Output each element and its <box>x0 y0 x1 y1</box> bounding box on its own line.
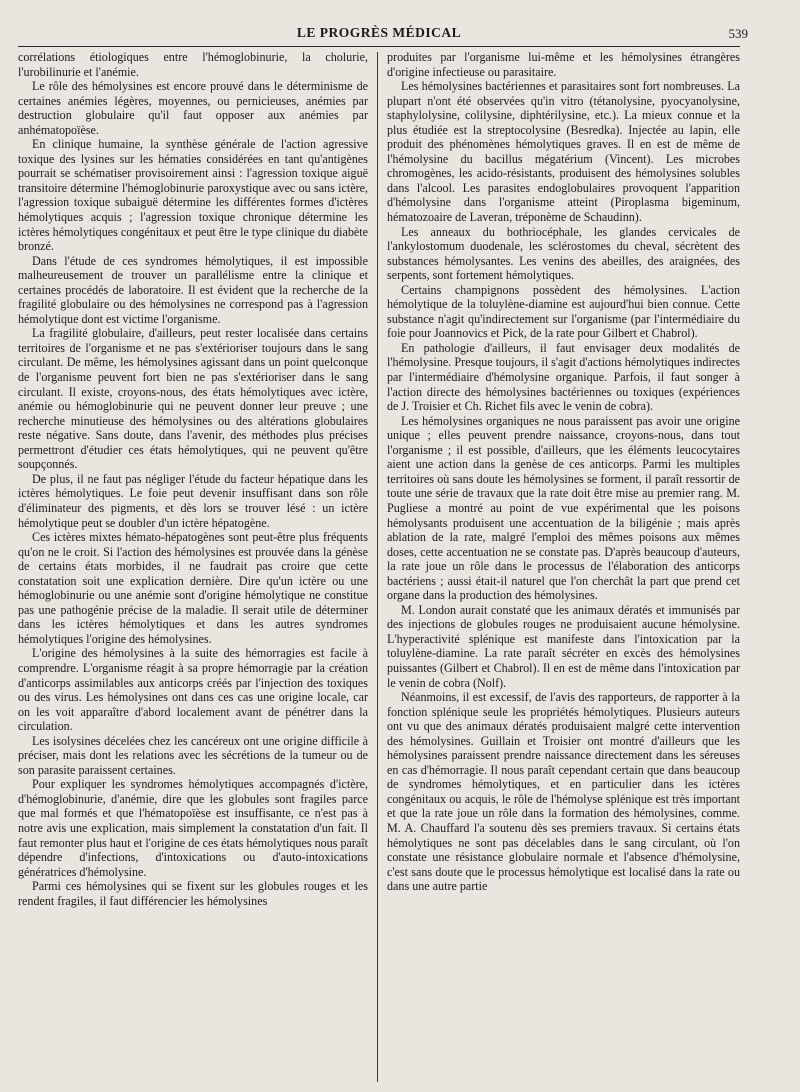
paragraph: corrélations étiologiques entre l'hémoglobinurie, la cholurie, l'urobilinurie et l'anémie. <box>18 50 368 79</box>
paragraph: Les hémolysines bactériennes et parasitaires sont fort nombreuses. La plupart n'ont été observées qu'in vitro (tétanolysine, pyocyanolysine, staphylolysine, colilysine, diphtérilysine, etc.). La mieux connue et la plus étudiée est la streptocolysine (Besredka). Injectée au lapin, elle produit des phénomènes hémolytiques graves. Il en est de même de l'hémolysine du bacillus mégatérium (Vincent). Les microbes chromogènes, les acido-résistants, produisent des hémolysines solubles dans l'alcool. Les parasites endoglobulaires provoquent l'apparition d'hémolysine dans l'organisme atteint (Piroplasma bigeminum, hématozoaire de Laveran, tréponème de Schaudinn). <box>387 79 740 225</box>
left-column <box>18 50 368 908</box>
paragraph: Dans l'étude de ces syndromes hémolytiques, il est impossible malheureusement de trouver un parallélisme entre la clinique et certaines procédés de laboratoire. Il est évident que la recherche de la fragilité globulaire ou des hémolysines ne correspond pas à l'agression hémolytique dont est victime l'organisme. <box>18 253 368 326</box>
paragraph: Les isolysines décelées chez les cancéreux ont une origine difficile à préciser, mais dont les relations avec les sécrétions de la tumeur ou de son parasite paraissent certaines. <box>18 733 368 777</box>
paragraph: En pathologie d'ailleurs, il faut envisager deux modalités de l'hémolysine. Presque toujours, il s'agit d'actions hémolytiques indirectes par l'intermédiaire d'hémolysine organique. Parfois, il faut songer à l'action directe des hémolysines bactériennes ou toxiques (expériences de J. Troisier et Ch. Richet fils avec le venin de cobra). <box>387 340 740 414</box>
paragraph: Pour expliquer les syndromes hémolytiques accompagnés d'ictère, d'hémoglobinurie, d'anémie, dire que les globules sont fragiles parce que mal formés et que l'hématopoïèse est insuffisante, ce n'est pas à notre avis une explication, mais simplement la constatation d'un fait. Il faut remonter plus haut et l'origine de ces états hémolytiques nous paraît dépendre d'infections, d'intoxications ou d'auto-intoxications génératrices d'hémolysine. <box>18 777 368 879</box>
right-column <box>387 50 740 894</box>
paragraph: Le rôle des hémolysines est encore prouvé dans le déterminisme de certaines anémies légères, moyennes, ou pernicieuses, anémies par destruction globulaire qu'il faut opposer aux anémies par anhématopoïèse. <box>18 79 368 137</box>
paragraph: Parmi ces hémolysines qui se fixent sur les globules rouges et les rendent fragiles, il faut différencier les hémolysines <box>18 879 368 908</box>
running-header <box>18 24 748 47</box>
column-divider <box>377 52 378 1082</box>
paragraph: produites par l'organisme lui-même et les hémolysines étrangères d'origine infectieuse ou parasitaire. <box>387 50 740 79</box>
paragraph: La fragilité globulaire, d'ailleurs, peut rester localisée dans certains territoires de l'organisme et ne pas s'extérioriser toujours dans le sang circulant. De même, les hémolysines agissant dans un point quelconque de l'organisme peuvent fort bien ne pas s'extérioriser dans le sang circulant. Il existe, croyons-nous, des états hémolytiques avec ictère, anémie ou hémoglobinurie qui ne peuvent donner leur preuve ; une recherche minutieuse des hémolysines ou des altérations globulaires reste négative. Sans doute, dans l'avenir, des méthodes plus précises permettront d'étudier ces états hémolytiques, qui ne peuvent qu'être soupçonnés. <box>18 326 368 472</box>
paragraph: Les anneaux du bothriocéphale, les glandes cervicales de l'ankylostomum duodenale, les sclérostomes du cheval, sécrètent des substances hémolysantes. Les venins des abeilles, des araignées, des serpents, sont fortement hémolytiques. <box>387 224 740 283</box>
paragraph: De plus, il ne faut pas négliger l'étude du facteur hépatique dans les ictères hémolytiques. Le foie peut devenir insuffisant dans son rôle d'éliminateur des pigments, et dès lors se trouver lésé : un ictère hémolytique peut se doubler d'un ictère hépatogène. <box>18 471 368 530</box>
paragraph: Ces ictères mixtes hémato-hépatogènes sont peut-être plus fréquents qu'on ne le croit. Si l'action des hémolysines est prouvée dans la génèse de certains états morbides, il ne faudrait pas croire que cette constatation soit une explication dernière. Dire qu'un ictère ou une hémoglobinurie ou une anémie sont d'origine hémolytique ne constitue pas une pathogénie précise de la maladie. Il serait utile de déterminer dans les ictères hémolytiques et dans les autres syndromes hémolytiques l'origine des hémolysines. <box>18 530 368 646</box>
paragraph: Néanmoins, il est excessif, de l'avis des rapporteurs, de rapporter à la fonction splénique seule les propriétés hémolytiques. Plusieurs auteurs ont vu que des animaux dératés produisaient malgré cette intervention des hémolysines. Guillain et Troisier ont montré d'ailleurs que les hémolysines paraissent prendre naissance directement dans les séreuses en cas d'hémorragie. Il nous paraît cependant certain que dans beaucoup de syndromes hémolytiques, et en particulier dans les ictères congénitaux ou acquis, le rôle de l'hémolyse splénique est très important et que la rate joue un rôle dans la formation des hémolysines, comme. M. A. Chauffard l'a soutenu dès ses premiers travaux. Si certains états hémolytiques ne sont pas décelables dans le sang circulant, où l'on constate une résistance globulaire normale et l'absence d'hémolysine, c'est sans doute que le processus hémolytique est localisé dans la rate ou dans une autre partie <box>387 690 740 894</box>
paragraph: M. London aurait constaté que les animaux dératés et immunisés par des injections de globules rouges ne produisaient aucune hémolysine. L'hyperactivité splénique est manifeste dans l'intoxication par la toluylène-diamine. La rate paraît sécréter en excès des hémolysines puissantes (Gilbert et Chabrol). Il en est de même dans l'intoxication par le venin de cobra (Nolf). <box>387 602 740 690</box>
journal-title: LE PROGRÈS MÉDICAL <box>296 25 462 40</box>
paragraph: L'origine des hémolysines à la suite des hémorragies est facile à comprendre. L'organisme réagit à sa propre hémorragie par la création d'anticorps assimilables aux anticorps créés par l'injection des toxiques ou des virus. Les hémolysines ont dans ces cas une origine locale, car on les voit apparaître d'abord localement avant de pénétrer dans la circulation. <box>18 646 368 734</box>
paragraph: Les hémolysines organiques ne nous paraissent pas avoir une origine unique ; elles peuvent prendre naissance, croyons-nous, dans tout l'organisme ; il est possible, d'ailleurs, que les éléments leucocytaires aient une action dans la genèse de ces anticorps. Parmi les multiples territoires où sans doute les hémolysines se forment, il paraît ressortir de toute une série de travaux que la rate doit être mise au premier rang. M. Pugliese a montré au point de vue expérimental que les poisons hémolysants produisent une accentuation de la biligénie ; mais après ablation de la rate, malgré l'emploi des mêmes poisons aux mêmes doses, cette accentuation ne se constate pas. D'après beaucoup d'auteurs, la rate joue un rôle dans le processus de l'élaboration des anticorps bactériens ; aussi était-il naturel que l'on cherchât la part que prend cet organe dans la production des hémolysines. <box>387 413 740 603</box>
page-number: 539 <box>728 26 748 41</box>
paragraph: En clinique humaine, la synthèse générale de l'action agressive toxique des lysines sur les hématies considérées en tant qu'antigènes pourrait se schématiser provisoirement ainsi : l'agression toxique aiguë transitoire détermine l'hémoglobinurie paroxystique avec ou sans ictère, l'agression toxique subaiguë détermine les différentes formes d'ictères hémolytiques acquis ; l'agression toxique chronique détermine les ictères hémolytiques congénitaux et peut être le type clinique du diabète bronzé. <box>18 137 368 254</box>
paragraph: Certains champignons possèdent des hémolysines. L'action hémolytique de la toluylène-diamine est aujourd'hui bien connue. Cette substance n'agit qu'indirectement sur l'organisme (par l'intermédiaire du foie pour Joannovics et Pick, de la rate pour Gilbert et Chabrol). <box>387 282 740 341</box>
